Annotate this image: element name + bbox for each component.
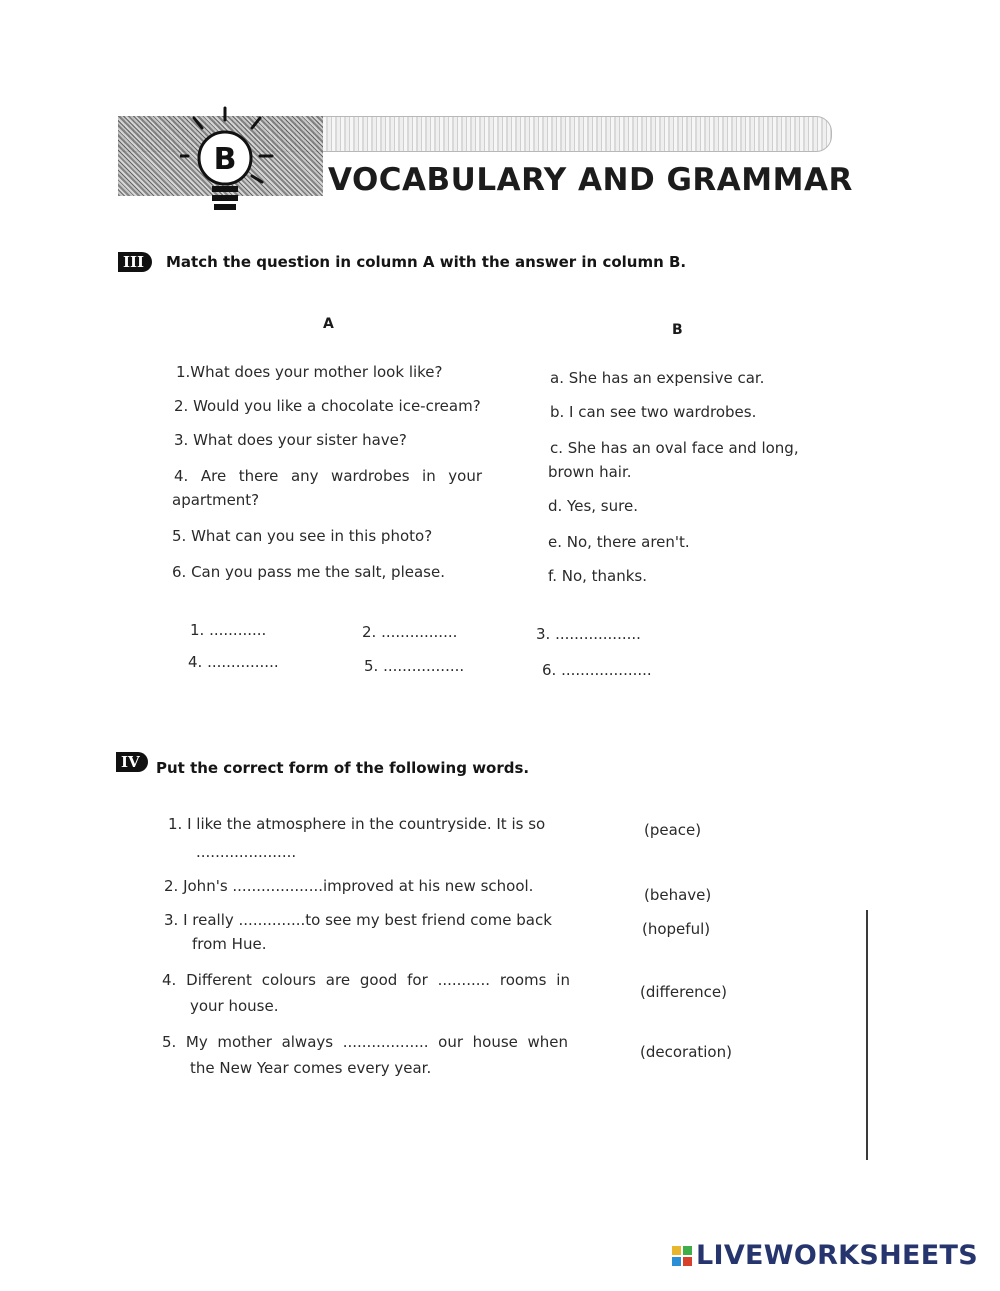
exercise-5-hint: (decoration) [640,1043,732,1061]
question-4: 4. Are there any wardrobes in your [174,467,482,485]
question-4-cont: apartment? [172,491,260,509]
question-3: 3. What does your sister have? [174,431,407,449]
logo-block [672,1257,681,1266]
section-3-badge: III [118,252,152,272]
section-3-instruction: Match the question in column A with the answer in column B. [166,253,687,271]
logo-text: LIVEWORKSHEETS [695,1240,978,1271]
section-3-header [118,252,152,271]
exercise-4-hint: (difference) [640,983,728,1001]
section-4-badge: IV [116,752,148,772]
answer-c-cont: brown hair. [548,463,632,481]
liveworksheets-logo [672,1240,978,1271]
answer-e: e. No, there aren't. [548,533,690,551]
logo-block [683,1246,692,1255]
lightbulb-icon [180,104,290,224]
blank-6[interactable]: 6. ................... [542,661,652,679]
exercise-2-hint: (behave) [644,886,712,904]
logo-block [672,1246,681,1255]
exercise-3-line2: from Hue. [192,935,267,953]
exercise-1-hint: (peace) [644,821,702,839]
exercise-5-line2: the New Year comes every year. [190,1059,432,1077]
scan-edge-line [866,910,868,1160]
question-1: 1.What does your mother look like? [176,363,443,381]
question-5: 5. What can you see in this photo? [172,527,433,545]
logo-block [683,1257,692,1266]
answer-f: f. No, thanks. [548,567,648,585]
question-2: 2. Would you like a chocolate ice-cream? [174,397,481,415]
page-title: VOCABULARY AND GRAMMAR [328,162,853,198]
exercise-5-line1: 5. My mother always .................. our house when [162,1033,568,1051]
answer-a: a. She has an expensive car. [550,369,765,387]
logo-blocks-icon [672,1246,692,1266]
section-4-instruction: Put the correct form of the following words. [156,759,530,777]
answer-c: c. She has an oval face and long, [550,439,799,457]
section-4-header [116,752,148,771]
question-6: 6. Can you pass me the salt, please. [172,563,445,581]
exercise-4-line1: 4. Different colours are good for ........... rooms in [162,971,570,989]
blank-2[interactable]: 2. ................ [362,623,458,641]
blank-4[interactable]: 4. ............... [188,653,279,671]
exercise-3-hint: (hopeful) [642,920,711,938]
blank-3[interactable]: 3. .................. [536,625,641,643]
exercise-4-line2: your house. [190,997,279,1015]
column-b-heading: B [672,322,683,338]
blank-5[interactable]: 5. ................. [364,657,465,675]
blank-1[interactable]: 1. ............ [190,621,267,639]
answer-d: d. Yes, sure. [548,497,638,515]
exercise-1-line1: 1. I like the atmosphere in the countryside. It is so [168,815,546,833]
column-a-heading: A [323,316,334,332]
exercise-2-line1: 2. John's ...................improved at his new school. [164,877,534,895]
section-letter: B [213,142,237,177]
exercise-1-blank[interactable]: ..................... [196,843,297,861]
answer-b: b. I can see two wardrobes. [550,403,757,421]
exercise-3-line1: 3. I really ..............to see my best friend come back [164,911,552,929]
